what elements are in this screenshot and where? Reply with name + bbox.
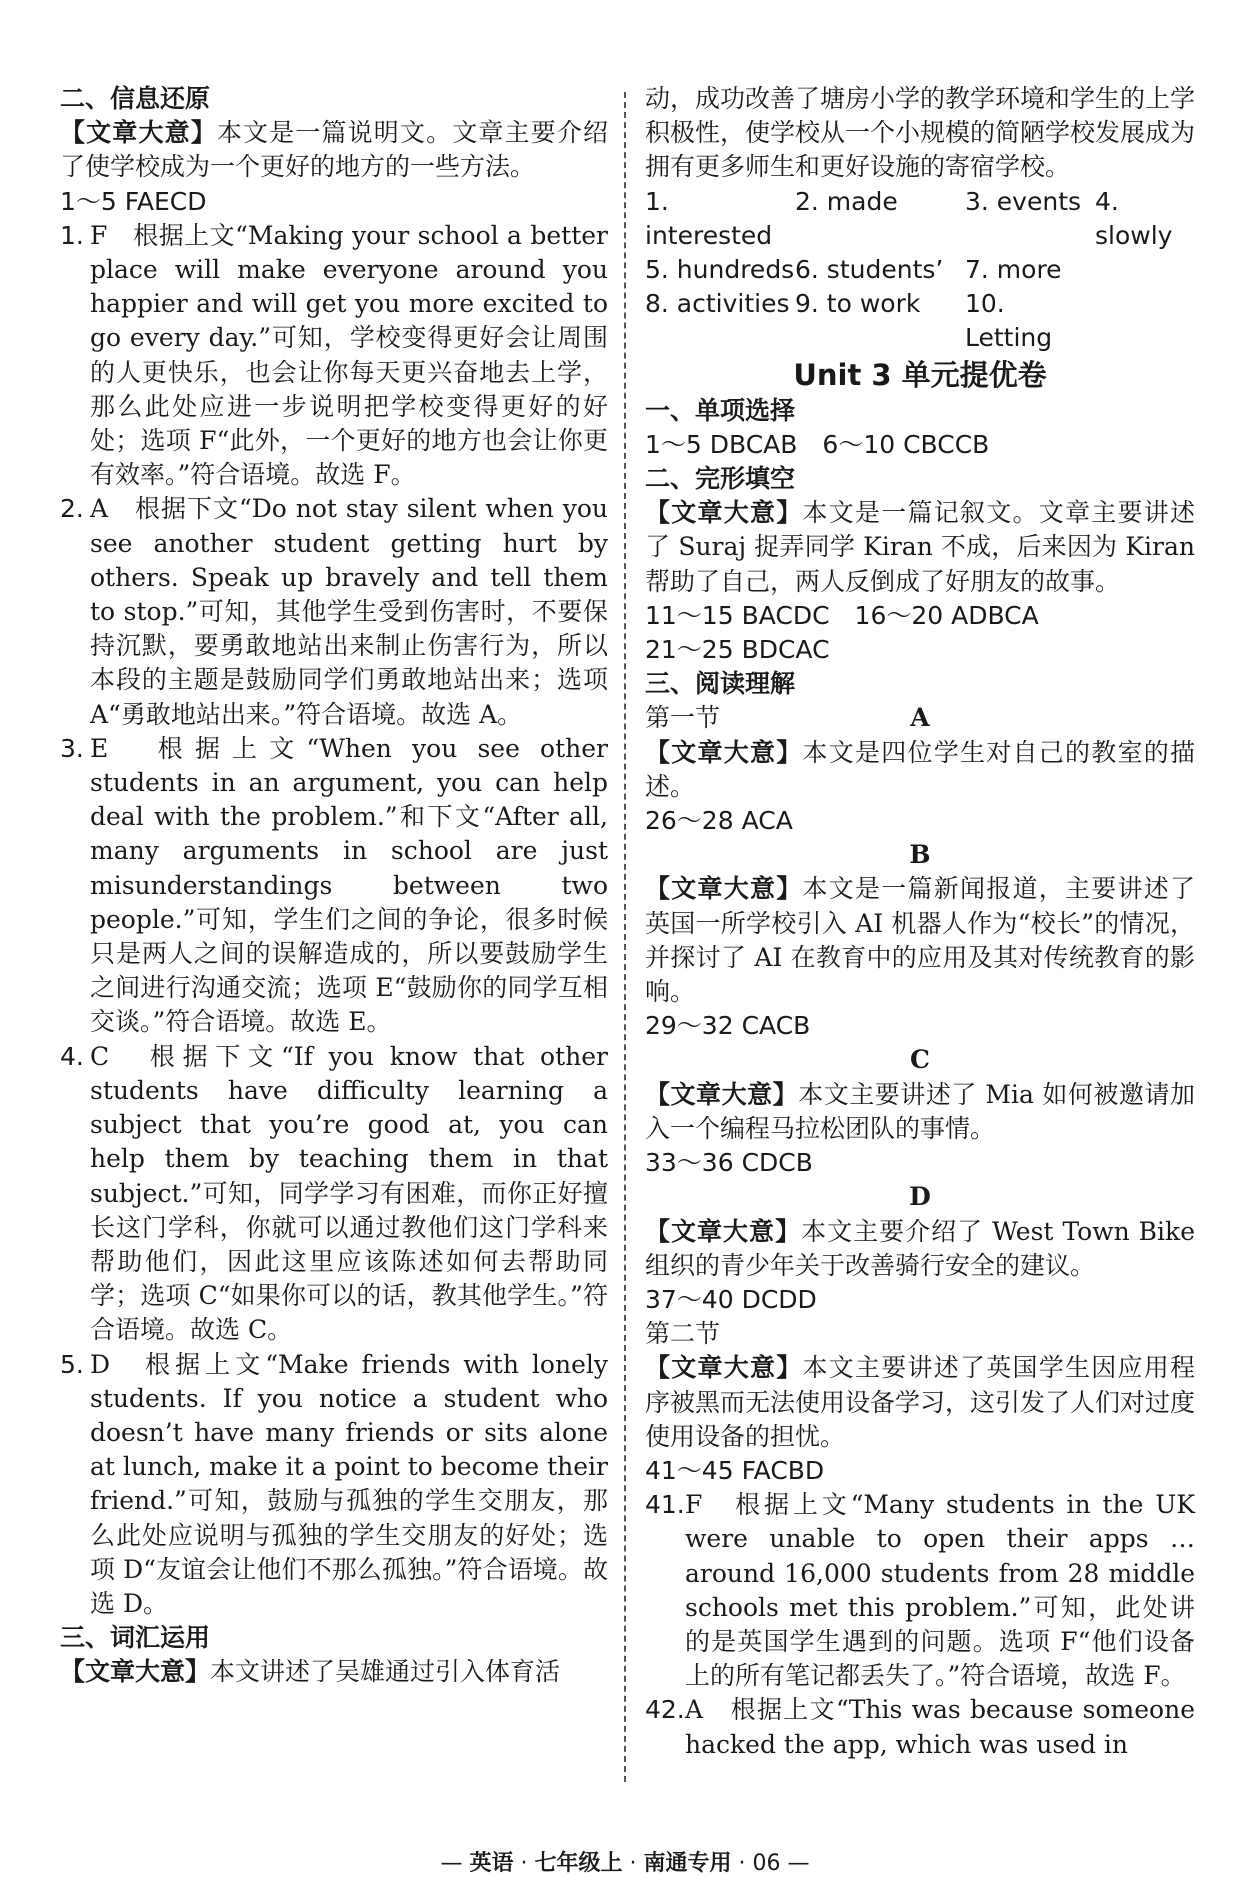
vocab-answer-grid — [645, 185, 1195, 356]
section-title-reading: 三、阅读理解 — [645, 669, 796, 699]
item-text: F 根据上文“Making your school a better place will make everyone around you happier and will get you more excited to go every day.”可知，学校变得更好会让周围的人更快乐，也会让你每天更兴奋地去上学，那么此处应进一步说明把学校变得更好的好处；选项 F“此外，一个更好的地方也会让你更有效率。”符合语境。故选 F。 — [90, 220, 608, 490]
explanation-item — [60, 492, 608, 731]
answer-key: 1～5 DBCAB 6～10 CBCCB — [645, 429, 990, 459]
vocab-answer: 10. Letting — [965, 289, 1053, 353]
summary-label: 【文章大意】 — [60, 1657, 211, 1687]
summary-paragraph — [645, 872, 1195, 1009]
answer-key: 21～25 BDCAC — [645, 635, 830, 665]
summary-text: 本文是一篇新闻报道，主要讲述了英国一所学校引入 AI 机器人作为“校长”的情况，并探讨了 AI 在教育中的应用及其对传统教育的影响。 — [645, 874, 1195, 1007]
summary-label: 【文章大意】 — [645, 1353, 803, 1383]
summary-continuation: 动，成功改善了塘房小学的教学环境和学生的上学积极性，使学校从一个小规模的简陋学校发展成为拥有更多师生和更好设施的寄宿学校。 — [645, 84, 1196, 182]
vocab-answer: 1. interested — [645, 186, 773, 250]
summary-text: 本文是一篇记叙文。文章主要讲述了 Suraj 捉弄同学 Kiran 不成，后来因为 Kiran 帮助了自己，两人反倒成了好朋友的故事。 — [645, 498, 1195, 596]
section-title-single-choice: 一、单项选择 — [645, 395, 796, 425]
explanation-item — [60, 219, 608, 493]
page-footer: — 英语 · 七年级上 · 南通专用 · 06 — — [440, 1851, 810, 1876]
footer-edition: 南通专用 — [643, 1851, 732, 1876]
item-text: A 根据下文“Do not stay silent when you see another student getting hurt by others. Speak up bravely and tell them to stop.”可知，其他学生受到伤害时，不要保持沉默，要勇敢地站出来制止伤害行为，所以本段的主题是鼓励同学们勇敢地站出来；选项 A“勇敢地站出来。”符合语境。故选 A。 — [90, 494, 608, 729]
item-text: F 根据上文“Many students in the UK were unable to open their apps … around 16,000 students from 28 middle schools met this problem.”可知，此处讲的是英国学生遇到的问题。选项 F“他们设备上的所有笔记都丢失了。”符合语境，故选 F。 — [685, 1490, 1195, 1691]
vocab-answer — [1095, 253, 1195, 287]
summary-paragraph — [645, 1351, 1195, 1454]
summary-paragraph — [645, 1078, 1195, 1146]
item-number: 41. — [645, 1490, 685, 1520]
part-heading-row — [645, 701, 1195, 735]
item-text: E 根据上文“When you see other students in an argument, you can help deal with the problem.”和下文“After all, many arguments in school are just misunderstandings between two people.”可知，学生们之间的争论，很多时候只是两人之间的误解造成的，所以要鼓励学生之间进行沟通交流；选项 E“鼓励你的同学互相交谈。”符合语境。故选 E。 — [90, 733, 608, 1037]
vocab-answer: 6. students’ — [795, 255, 944, 285]
summary-text: 本文主要介绍了 West Town Bike 组织的青少年关于改善骑行安全的建议。 — [645, 1216, 1195, 1280]
summary-text: 本文主要讲述了英国学生因应用程序被黑而无法使用设备学习，这引发了人们对过度使用设备的担忧。 — [645, 1353, 1196, 1451]
summary-paragraph — [60, 116, 608, 184]
vocab-answer: 8. activities — [645, 289, 790, 319]
summary-text: 本文是一篇说明文。文章主要介绍了使学校成为一个更好的地方的一些方法。 — [60, 118, 608, 182]
right-column — [645, 82, 1195, 1762]
item-text: A 根据上文“This was because someone hacked the app, which was used in — [685, 1695, 1195, 1759]
item-number: 4. — [60, 1041, 84, 1071]
footer-grade: 七年级上 — [534, 1851, 623, 1876]
column-divider — [624, 92, 626, 1782]
footer-subject: 英语 — [469, 1851, 514, 1876]
passage-label: A — [910, 703, 930, 733]
explanation-item — [60, 1040, 608, 1348]
answer-key: 1～5 FAECD — [60, 186, 207, 216]
passage-label: D — [909, 1182, 931, 1212]
item-number: 5. — [60, 1349, 84, 1379]
summary-paragraph — [645, 1215, 1195, 1283]
summary-label: 【文章大意】 — [645, 1216, 802, 1246]
summary-text: 本文主要讲述了 Mia 如何被邀请加入一个编程马拉松团队的事情。 — [645, 1079, 1195, 1143]
vocab-answer: 5. hundreds — [645, 255, 795, 285]
vocab-answer: 7. more — [965, 255, 1062, 285]
section-title-cloze: 二、完形填空 — [645, 464, 796, 494]
summary-label: 【文章大意】 — [645, 874, 803, 904]
vocab-answer: 9. to work — [795, 289, 921, 319]
vocab-answer: 3. events — [965, 186, 1082, 216]
part-label: 第二节 — [645, 1319, 721, 1349]
vocab-answer: 4. slowly — [1095, 186, 1173, 250]
unit-title: Unit 3 单元提优卷 — [793, 357, 1047, 392]
page-number: 06 — [752, 1851, 781, 1876]
left-column — [60, 82, 608, 1690]
item-number: 42. — [645, 1695, 685, 1725]
item-text: C 根据下文“If you know that other students have difficulty learning a subject that you’re good at, you can help them by teaching them in that subject.”可知，同学学习有困难，而你正好擅长这门学科，你就可以通过教他们这门学科来帮助他们，因此这里应该陈述如何去帮助同学；选项 C“如果你可以的话，教其他学生。”符合语境。故选 C。 — [90, 1041, 608, 1345]
summary-label: 【文章大意】 — [645, 498, 803, 528]
answer-key: 33～36 CDCB — [645, 1148, 813, 1178]
answer-key: 26～28 ACA — [645, 806, 793, 836]
section-title-info-restore: 二、信息还原 — [60, 84, 211, 113]
answer-key: 41～45 FACBD — [645, 1455, 825, 1485]
explanation-item — [60, 1348, 608, 1622]
explanation-item — [645, 1693, 1195, 1761]
summary-paragraph — [645, 496, 1195, 599]
answer-key: 29～32 CACB — [645, 1011, 811, 1041]
explanation-item — [645, 1488, 1195, 1693]
vocab-answer: 2. made — [795, 186, 898, 216]
passage-label: C — [910, 1045, 930, 1075]
section-title-vocabulary: 三、词汇运用 — [60, 1623, 211, 1653]
answer-key: 37～40 DCDD — [645, 1284, 817, 1314]
answer-key: 11～15 BACDC 16～20 ADBCA — [645, 600, 1039, 630]
explanation-item — [60, 732, 608, 1040]
summary-text: 本文讲述了吴雄通过引入体育活 — [210, 1657, 561, 1687]
part-label: 第一节 — [645, 703, 721, 733]
item-text: D 根据上文“Make friends with lonely students. If you notice a student who doesn’t have many friends or sits alone at lunch, make it a point to become their friend.”可知，鼓励与孤独的学生交朋友，那么此处应说明与孤独的学生交朋友的好处；选项 D“友谊会让他们不那么孤独。”符合语境。故选 D。 — [90, 1349, 608, 1618]
item-number: 2. — [60, 494, 84, 524]
item-number: 3. — [60, 733, 84, 763]
summary-label: 【文章大意】 — [645, 1079, 799, 1109]
item-number: 1. — [60, 220, 84, 250]
summary-label: 【文章大意】 — [645, 737, 803, 767]
summary-text: 本文是四位学生对自己的教室的描述。 — [645, 737, 1195, 801]
summary-paragraph — [60, 1655, 608, 1689]
summary-paragraph — [645, 736, 1195, 804]
summary-label: 【文章大意】 — [60, 118, 217, 148]
passage-label: B — [909, 840, 931, 870]
